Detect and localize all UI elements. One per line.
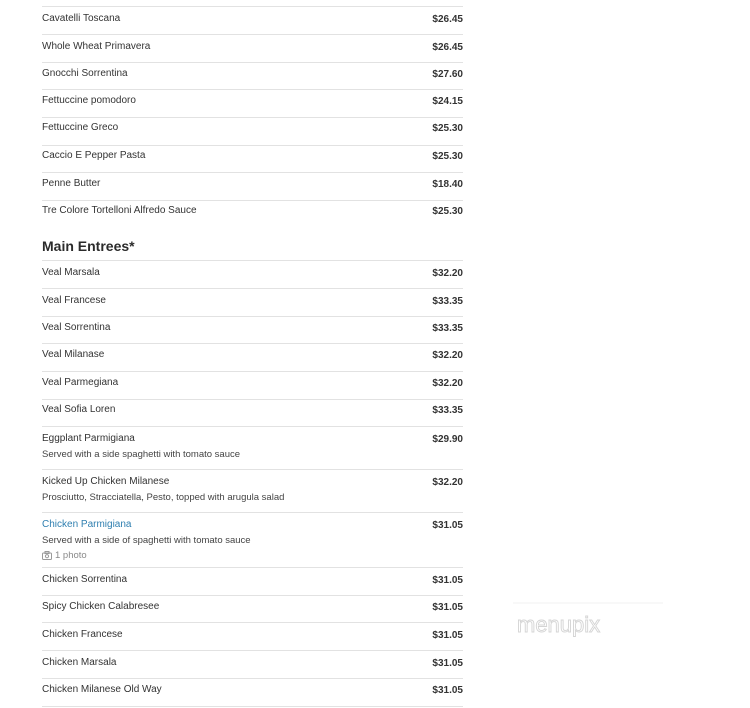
menu-item bbox=[42, 623, 463, 650]
item-price: $32.20 bbox=[432, 477, 463, 488]
item-name: Chicken Sorrentina bbox=[42, 574, 128, 585]
menu-item bbox=[42, 427, 463, 469]
item-name: Kicked Up Chicken Milanese bbox=[42, 476, 170, 487]
menu-item bbox=[42, 63, 463, 89]
menu-item bbox=[42, 261, 463, 288]
item-price: $31.05 bbox=[432, 658, 463, 669]
item-name: Caccio E Pepper Pasta bbox=[42, 150, 146, 161]
divider bbox=[42, 706, 463, 707]
item-price: $31.05 bbox=[432, 575, 463, 586]
item-price: $25.30 bbox=[432, 123, 463, 134]
item-name: Penne Butter bbox=[42, 178, 101, 189]
menu-item[interactable] bbox=[42, 513, 463, 567]
menu-item bbox=[42, 173, 463, 200]
item-price: $26.45 bbox=[432, 14, 463, 25]
menu-item bbox=[42, 317, 463, 343]
menu-item bbox=[42, 289, 463, 316]
camera-icon bbox=[42, 551, 52, 560]
item-price: $33.35 bbox=[432, 323, 463, 334]
item-name: Chicken Marsala bbox=[42, 657, 117, 668]
section-title: Main Entrees* bbox=[42, 238, 135, 254]
item-price: $32.20 bbox=[432, 268, 463, 279]
menu-item bbox=[42, 651, 463, 678]
item-name: Veal Milanase bbox=[42, 349, 105, 360]
item-name: Veal Sofia Loren bbox=[42, 404, 116, 415]
item-price: $18.40 bbox=[432, 179, 463, 190]
menu-item bbox=[42, 372, 463, 399]
item-description: Prosciutto, Stracciatella, Pesto, topped with arugula salad bbox=[42, 492, 285, 503]
menu-item bbox=[42, 568, 463, 595]
item-description: Served with a side of spaghetti with tomato sauce bbox=[42, 535, 251, 546]
menu-item bbox=[42, 344, 463, 371]
item-name: Veal Francese bbox=[42, 295, 106, 306]
item-price: $27.60 bbox=[432, 69, 463, 80]
item-price: $29.90 bbox=[432, 434, 463, 445]
item-name: Veal Marsala bbox=[42, 267, 100, 278]
item-price: $31.05 bbox=[432, 685, 463, 696]
item-price: $31.05 bbox=[432, 520, 463, 531]
menu-item bbox=[42, 90, 463, 117]
menu-item bbox=[42, 470, 463, 512]
item-price: $24.15 bbox=[432, 96, 463, 107]
item-name: Veal Sorrentina bbox=[42, 322, 111, 333]
menupix-watermark-logo bbox=[513, 600, 663, 644]
item-price: $32.20 bbox=[432, 378, 463, 389]
item-description: Served with a side spaghetti with tomato sauce bbox=[42, 449, 241, 460]
item-price: $32.20 bbox=[432, 350, 463, 361]
item-price: $33.35 bbox=[432, 405, 463, 416]
menu-item bbox=[42, 35, 463, 62]
menu-item bbox=[42, 118, 463, 145]
item-name: Tre Colore Tortelloni Alfredo Sauce bbox=[42, 205, 197, 216]
watermark-text: menupix bbox=[517, 612, 601, 637]
item-name: Whole Wheat Primavera bbox=[42, 41, 151, 52]
menu-item bbox=[42, 679, 463, 706]
item-price: $31.05 bbox=[432, 602, 463, 613]
item-name: Veal Parmegiana bbox=[42, 377, 119, 388]
item-price: $25.30 bbox=[432, 206, 463, 217]
photo-count-link[interactable] bbox=[42, 550, 87, 561]
item-name: Cavatelli Toscana bbox=[42, 13, 121, 24]
item-name: Chicken Francese bbox=[42, 629, 123, 640]
menu-item bbox=[42, 596, 463, 622]
item-price: $25.30 bbox=[432, 151, 463, 162]
item-price: $31.05 bbox=[432, 630, 463, 641]
item-name: Fettuccine Greco bbox=[42, 122, 119, 133]
menu-item bbox=[42, 400, 463, 426]
menu-item bbox=[42, 7, 463, 34]
item-name: Chicken Milanese Old Way bbox=[42, 684, 162, 695]
item-price: $33.35 bbox=[432, 296, 463, 307]
item-name-link[interactable]: Chicken Parmigiana bbox=[42, 519, 132, 530]
menu-item bbox=[42, 201, 463, 228]
menu-item bbox=[42, 146, 463, 172]
item-name: Fettuccine pomodoro bbox=[42, 95, 136, 106]
item-name: Eggplant Parmigiana bbox=[42, 433, 135, 444]
item-name: Gnocchi Sorrentina bbox=[42, 68, 128, 79]
item-name: Spicy Chicken Calabresee bbox=[42, 601, 160, 612]
item-price: $26.45 bbox=[432, 42, 463, 53]
photo-count: 1 photo bbox=[55, 550, 87, 561]
